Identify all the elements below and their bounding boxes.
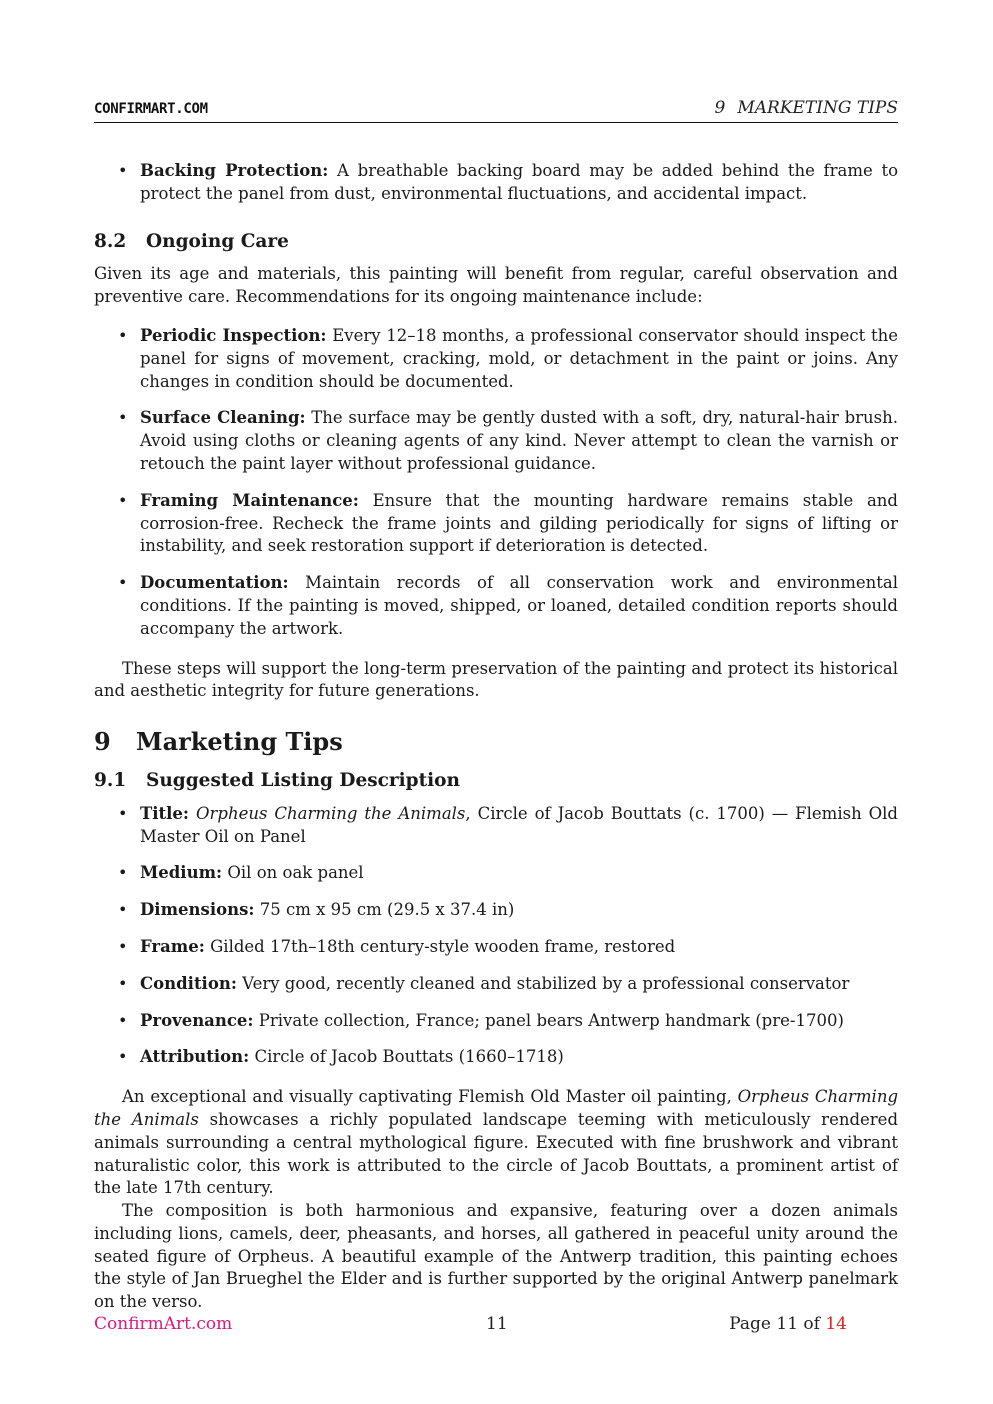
- running-header: [94, 96, 898, 123]
- page-footer: [94, 1314, 898, 1338]
- section-heading-9: [94, 727, 898, 757]
- item-text: The surface may be gently dusted with a soft, dry, natural-hair brush. Avoid using cloths or cleaning agents of any kind. Never attempt to clean the varnish or retouch the paint layer without professional guidance.: [140, 408, 898, 473]
- subsection-heading-9-1: [94, 770, 898, 793]
- item-label: Documentation:: [140, 573, 289, 593]
- page-total-link[interactable]: 14: [825, 1314, 847, 1334]
- list-item-framing-maintenance: [94, 490, 898, 558]
- item-text: Ensure that the mounting hardware remains stable and corrosion-free. Recheck the frame joints and gilding periodically for signs of lifting or instability, and seek restoration support if deterioration is detected.: [140, 490, 898, 556]
- item-text: , Circle of Jacob Bouttats (c. 1700) — Flemish Old Master Oil on Panel: [140, 803, 898, 846]
- list-item-frame: [94, 936, 898, 959]
- subsection-number: 9.1: [94, 769, 127, 791]
- footer-site-link[interactable]: ConfirmArt.com: [94, 1314, 233, 1334]
- page-content: [94, 160, 898, 1314]
- subsection-number: 8.2: [94, 230, 127, 252]
- item-text: Oil on oak panel: [227, 863, 364, 883]
- paragraph-text: An exceptional and visually captivating Flemish Old Master oil painting,: [122, 1087, 738, 1107]
- list-item-surface-cleaning: [94, 407, 898, 475]
- item-text: Private collection, France; panel bears Antwerp handmark (pre-1700): [258, 1010, 844, 1030]
- subsection-title: Ongoing Care: [146, 230, 289, 252]
- item-text: Maintain records of all conservation work and environmental conditions. If the painting is moved, shipped, or loaned, detailed condition reports should accompany the artwork.: [140, 573, 898, 638]
- list-item-backing-protection: [94, 160, 898, 206]
- section-title: Marketing Tips: [136, 727, 343, 757]
- footer-page-count: [729, 1314, 847, 1334]
- item-text: A breathable backing board may be added behind the frame to protect the panel from dust, environmental fluctuations, and accidental impact.: [140, 161, 899, 203]
- item-text: Gilded 17th–18th century-style wooden frame, restored: [210, 936, 676, 956]
- ongoing-care-list: [94, 325, 898, 641]
- painting-title: Orpheus Charming the Animals: [94, 1087, 899, 1129]
- list-item-condition: [94, 973, 898, 996]
- list-item-periodic-inspection: [94, 325, 898, 393]
- page-count-prefix: Page 11 of: [729, 1314, 826, 1334]
- confirmart-logo: CONFIRMART.COM: [94, 101, 208, 117]
- item-label: Medium:: [140, 863, 223, 883]
- item-label: Surface Cleaning:: [140, 408, 306, 428]
- item-label: Title:: [140, 803, 190, 823]
- list-item-dimensions: [94, 899, 898, 922]
- list-item-title: [94, 803, 898, 849]
- item-text: 75 cm x 95 cm (29.5 x 37.4 in): [259, 900, 515, 920]
- list-item-medium: [94, 862, 898, 885]
- item-label: Frame:: [140, 936, 205, 956]
- item-label: Provenance:: [140, 1010, 254, 1030]
- painting-title: Orpheus Charming the Animals: [195, 803, 466, 823]
- running-section-number: 9: [714, 98, 726, 118]
- item-text: Every 12–18 months, a professional conservator should inspect the panel for signs of movement, cracking, mold, or detachment in the paint or joins. Any changes in condition should be documented.: [140, 325, 898, 391]
- item-text: Very good, recently cleaned and stabilized by a professional conservator: [242, 973, 850, 993]
- backing-list: [94, 160, 898, 206]
- item-label: Condition:: [140, 973, 237, 993]
- item-label: Dimensions:: [140, 900, 255, 920]
- item-label: Backing Protection:: [140, 161, 329, 180]
- footer-page-number: 11: [486, 1314, 508, 1334]
- running-section-title: [715, 98, 898, 118]
- ongoing-care-closing: These steps will support the long-term preservation of the painting and protect its historical and aesthetic integrity for future generations.: [94, 658, 898, 701]
- paragraph-text: showcases a richly populated landscape teeming with meticulously rendered animals surrounding a central mythological figure. Executed with fine brushwork and vibrant naturalistic color, this work is attributed to the circle of Jacob Bouttats, a prominent artist of the late 17th century.: [94, 1109, 898, 1198]
- running-section-name: MARKETING TIPS: [737, 98, 898, 118]
- listing-paragraph-2: The composition is both harmonious and expansive, featuring over a dozen animals including lions, camels, deer, pheasants, and horses, all gathered in peaceful unity around the seated figure of Orpheus. A beautiful example of the Antwerp tradition, this painting echoes the style of Jan Brueghel the Elder and is further supported by the original Antwerp panelmark on the verso.: [94, 1201, 898, 1312]
- list-item-documentation: [94, 572, 898, 640]
- item-label: Periodic Inspection:: [140, 325, 327, 345]
- listing-paragraph-1: [94, 1086, 898, 1200]
- listing-details-list: [94, 803, 898, 1069]
- section-number: 9: [94, 727, 111, 757]
- ongoing-care-intro: Given its age and materials, this painting will benefit from regular, careful observation and preventive care. Recommendations for its ongoing maintenance include:: [94, 264, 898, 307]
- item-text: Circle of Jacob Bouttats (1660–1718): [254, 1047, 564, 1067]
- subsection-title: Suggested Listing Description: [146, 769, 460, 791]
- item-label: Attribution:: [140, 1047, 250, 1067]
- list-item-attribution: [94, 1046, 898, 1069]
- list-item-provenance: [94, 1010, 898, 1033]
- subsection-heading-8-2: [94, 231, 898, 254]
- item-label: Framing Maintenance:: [140, 490, 359, 510]
